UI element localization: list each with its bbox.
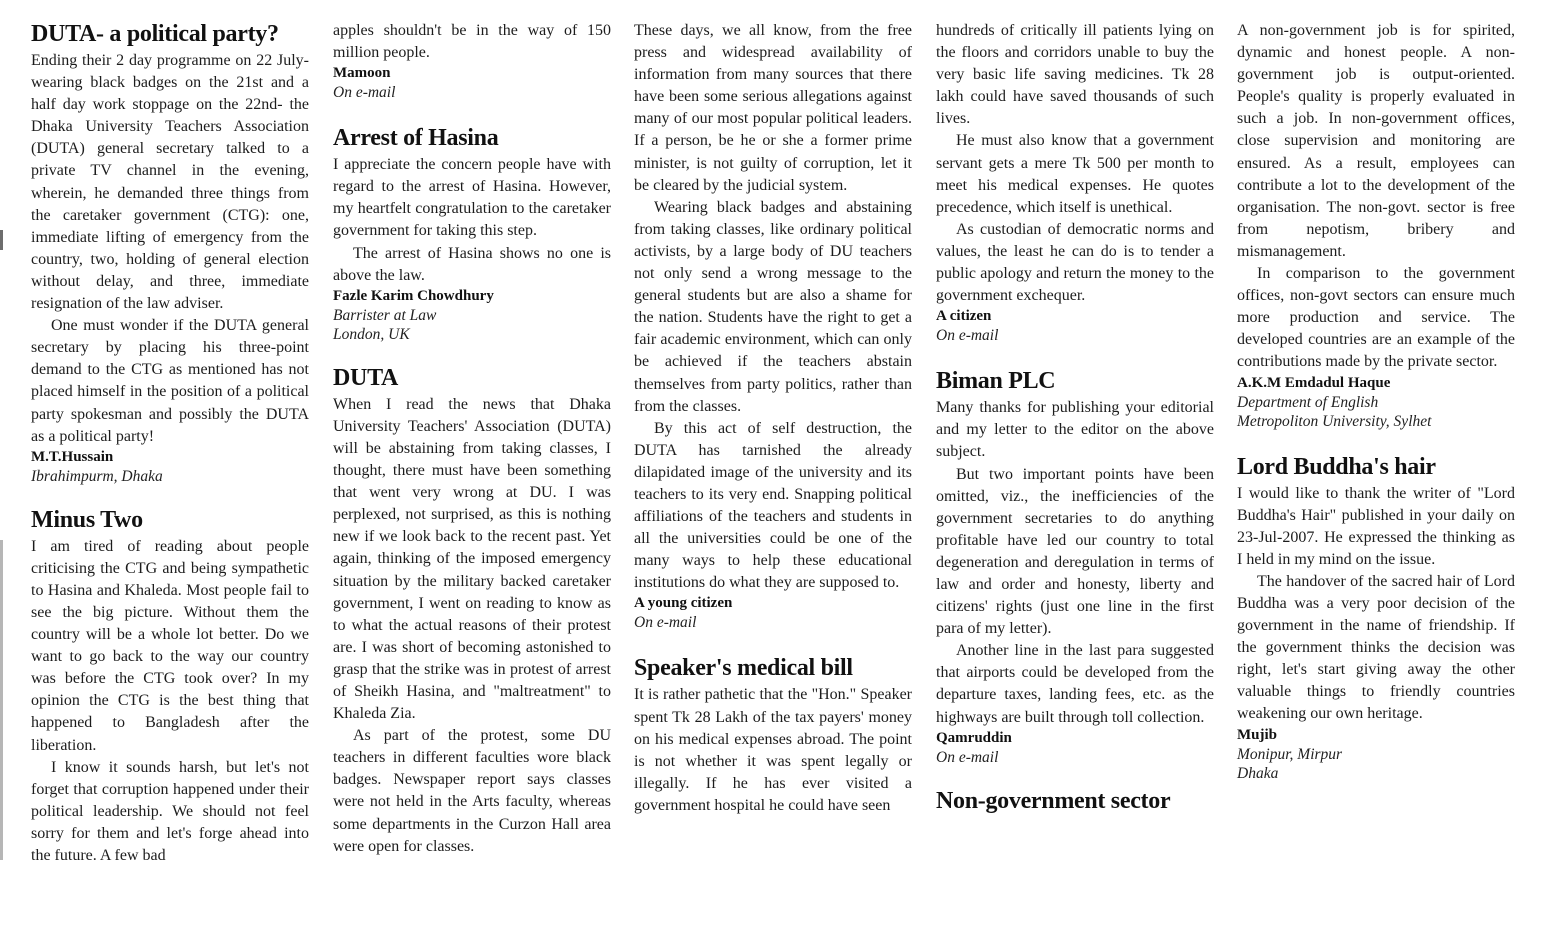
letter-title: Lord Buddha's hair bbox=[1237, 453, 1436, 480]
letter-paragraph: Wearing black badges and abstaining from taking classes, like ordinary political activists, by a large body of DU teachers not only send a wrong message to the general students but are also a shame for the nation. Students have the right to get a fair academic environment, which can only be achieved if the teachers abstain themselves from party politics, rather than from the classes. bbox=[634, 198, 912, 415]
letter-paragraph: As part of the protest, some DU teachers in different faculties wore black badges. Newspaper report says classes were not held in the Arts faculty, whereas some departments in the Curzon Hall area were open for classes. bbox=[333, 727, 611, 855]
letter bbox=[31, 20, 309, 486]
letter-paragraph: Many thanks for publishing your editorial and my letter to the editor on the above subject. bbox=[936, 399, 1214, 461]
column-4 bbox=[936, 20, 1214, 817]
letter-location: On e-mail bbox=[936, 748, 999, 766]
letter-paragraph: apples shouldn't be in the way of 150 million people. bbox=[333, 22, 611, 62]
column-5 bbox=[1237, 20, 1515, 783]
letter-title: DUTA bbox=[333, 364, 399, 391]
letter bbox=[1237, 453, 1515, 783]
letter-paragraph: One must wonder if the DUTA general secretary by placing his three-point demand to the CTG as mentioned has not placed himself in the position of a political party spokesman and possibly the DUTA as a political party! bbox=[31, 317, 309, 445]
column-3 bbox=[634, 20, 912, 817]
column-2 bbox=[333, 20, 611, 858]
letter-heading bbox=[936, 787, 1214, 815]
letter-paragraph: But two important points have been omitted, viz., the inefficiencies of the government secretaries to do anything profitable have led our country to total degeneration and deregulation in terms of law and order and honesty, liberty and citizens' rights (just one line in the first para of my letter). bbox=[936, 465, 1214, 638]
letter-author: Qamruddin bbox=[936, 729, 1012, 746]
letter-paragraph: I would like to thank the writer of "Lord Buddha's Hair" published in your daily on 23-Jul-2007. He expressed the thinking as I held in my mind on the issue. bbox=[1237, 484, 1515, 568]
left-page-edge bbox=[0, 230, 3, 250]
letter-location: Ibrahimpurm, Dhaka bbox=[31, 467, 163, 485]
letter-location: On e-mail bbox=[936, 327, 999, 345]
letter-paragraph: These days, we all know, from the free press and widespread availability of information from many sources that there have been some serious allegations against many of our most popular political leaders. If a person, be he or she a former prime minister, is not guilty of corruption, let it be cleared by the judicial system. bbox=[634, 22, 912, 194]
letter bbox=[936, 367, 1214, 766]
letter-paragraph: By this act of self destruction, the DUTA has tarnished the already dilapidated image of the university and its teachers to its very end. Snapping political affiliations of the teachers and students in all the universities could be one of the many ways to help these educational institutions do what they are supposed to. bbox=[634, 419, 912, 592]
letter-continuation bbox=[1237, 20, 1515, 431]
letter-paragraph: It is rather pathetic that the "Hon." Speaker spent Tk 28 Lakh of the tax payers' money on his medical expenses abroad. The point is not whether it was spent legally or illegally. If he has ever visited a government hospital he could have seen bbox=[634, 686, 912, 814]
letter-author: Mamoon bbox=[333, 65, 391, 82]
letter-paragraph: I am tired of reading about people criticising the CTG and being sympathetic to Hasina and Khaleda. Most people fail to see the big picture. Without them the country will be a whole lot better. Do we want to go back to the way our country was before the CTG took over? In my opinion the CTG is the best thing that happened to Bangladesh after the liberation. bbox=[31, 537, 309, 754]
letter-paragraph: As custodian of democratic norms and values, the least he can do is to tender a public apology and return the money to the government exchequer. bbox=[936, 220, 1214, 305]
letter-continuation bbox=[936, 20, 1214, 345]
letter-title: Minus Two bbox=[31, 506, 143, 533]
letter-location: Dhaka bbox=[1237, 764, 1279, 782]
letter-author: Fazle Karim Chowdhury bbox=[333, 287, 494, 304]
letter-title: Speaker's medical bill bbox=[634, 655, 853, 682]
letter-location: Monipur, Mirpur bbox=[1237, 745, 1343, 763]
letter-author: M.T.Hussain bbox=[31, 448, 114, 465]
letter-location: Metropoliton University, Sylhet bbox=[1237, 412, 1432, 430]
letter-paragraph: Another line in the last para suggested that airports could be developed from the departure taxes, landing fees, etc. as the highways are built through toll collection. bbox=[936, 642, 1214, 726]
letter-location: London, UK bbox=[333, 325, 410, 343]
letter-paragraph: In comparison to the government offices, non-govt sectors can ensure much more production and service. The developed countries are an example of the contributions made by the private sector. bbox=[1237, 265, 1515, 371]
letter-location: On e-mail bbox=[634, 614, 697, 632]
letter-title: Biman PLC bbox=[936, 368, 1056, 395]
letter-author: Mujib bbox=[1237, 726, 1278, 743]
letter-title: DUTA- a political party? bbox=[31, 21, 279, 47]
letter bbox=[333, 124, 611, 344]
letter-paragraph: He must also know that a government servant gets a mere Tk 500 per month to meet his medical expenses. He quotes precedence, which itself is unethical. bbox=[936, 132, 1214, 216]
letter-continuation bbox=[333, 20, 611, 102]
letter-author: A.K.M Emdadul Haque bbox=[1237, 374, 1391, 391]
letter-paragraph: I know it sounds harsh, but let's not forget that corruption happened under their political leadership. We should not feel sorry for them and let's forge ahead into the future. A few bad bbox=[31, 758, 309, 864]
letter-location: Department of English bbox=[1237, 393, 1379, 411]
letter-location: Barrister at Law bbox=[333, 306, 437, 324]
letter-paragraph: The handover of the sacred hair of Lord Buddha was a very poor decision of the government in the name of friendship. If the government thinks the decision was right, let's start giving away the other valuable things to friendly countries weakening our own heritage. bbox=[1237, 572, 1515, 723]
letter-paragraph: I appreciate the concern people have with regard to the arrest of Hasina. However, my heartfelt congratulation to the caretaker government for taking this step. bbox=[333, 156, 611, 240]
left-page-edge bbox=[0, 540, 3, 860]
letter bbox=[31, 506, 309, 867]
letter-title: Non-government sector bbox=[936, 787, 1171, 814]
letter-paragraph: When I read the news that Dhaka University Teachers' Association (DUTA) will be abstaining from taking classes, I thought, there must have been something that went very wrong at DU. I was perplexed, not surprised, as this is nothing new if we look back to the recent past. Yet again, thinking of the imposed emergency situation by the military backed caretaker government, I went on reading to know as to what the actual reasons of their protest are. I was short of becoming astonished to grasp that the strike was in protest of arrest of Sheikh Hasina, and "maltreatment" to Khaleda Zia. bbox=[333, 395, 611, 723]
letter-author: A citizen bbox=[936, 308, 992, 325]
letter-paragraph: Ending their 2 day programme on 22 July- wearing black badges on the 21st and a half day work stoppage on the 22nd- the Dhaka University Teachers Association (DUTA) general secretary talked to a private TV channel in the evening, wherein, he demanded three things from the caretaker government (CTG): one, immediate lifting of emergency from the country, two, holding of general election without delay, and three, immediate resignation of the law adviser. bbox=[31, 52, 309, 313]
letter-paragraph: A non-government job is for spirited, dynamic and honest people. A non-government job is output-oriented. People's quality is properly evaluated in such a job. In non-government offices, close supervision and monitoring are ensured. As a result, employees can contribute a lot to the development of the organisation. The non-govt. sector is free from nepotism, bribery and mismanagement. bbox=[1237, 22, 1515, 260]
letter bbox=[634, 654, 912, 817]
letter bbox=[333, 364, 611, 858]
letter-location: On e-mail bbox=[333, 84, 396, 102]
letter-paragraph: The arrest of Hasina shows no one is above the law. bbox=[333, 244, 611, 284]
letter-title: Arrest of Hasina bbox=[333, 125, 499, 152]
letter-continuation bbox=[634, 20, 912, 632]
column-1 bbox=[31, 20, 309, 867]
letter-paragraph: hundreds of critically ill patients lying on the floors and corridors unable to buy the very basic life saving medicines. Tk 28 lakh could have saved thousands of such lives. bbox=[936, 22, 1214, 128]
letter-author: A young citizen bbox=[634, 595, 733, 612]
